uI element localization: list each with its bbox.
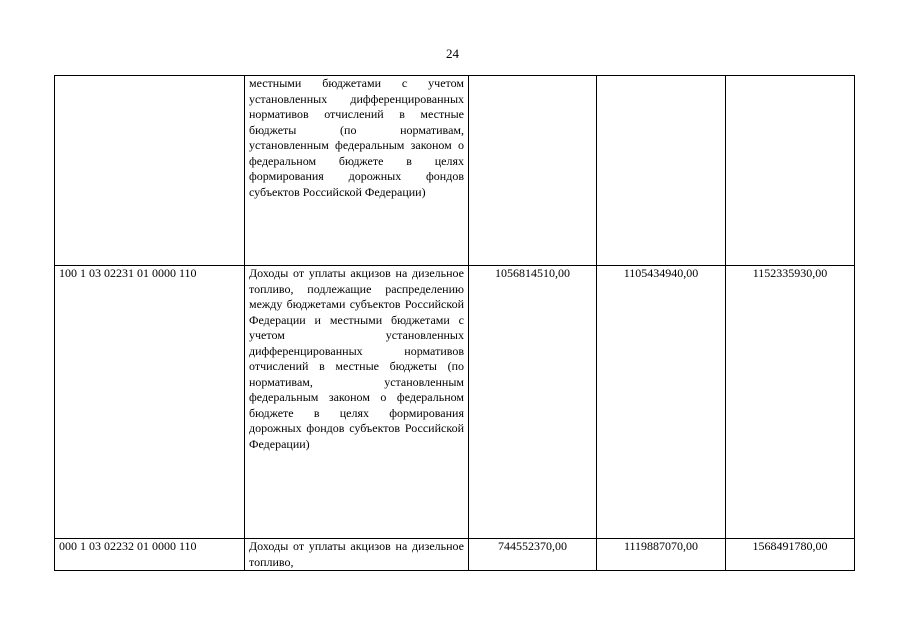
classification-code-cell: 100 1 03 02231 01 0000 110 <box>55 266 245 539</box>
classification-code-cell: 000 1 03 02232 01 0000 110 <box>55 539 245 571</box>
amount-year-3-cell <box>726 76 855 266</box>
amount-year-2-cell: 1119887070,00 <box>597 539 726 571</box>
amount-year-1-cell: 1056814510,00 <box>469 266 597 539</box>
revenue-table <box>54 75 855 571</box>
table-row <box>55 266 855 539</box>
table-row <box>55 76 855 266</box>
revenue-name-cell: Доходы от уплаты акцизов на дизельное топливо, <box>245 539 469 571</box>
page-number: 24 <box>446 46 459 61</box>
revenue-name-cell: местными бюджетами с учетом установленных дифференцированных нормативов отчислений в местные бюджеты (по нормативам, установленным федеральным законом о федеральном бюджете в целях формирования дорожных фондов субъектов Российской Федерации) <box>245 76 469 266</box>
classification-code-cell <box>55 76 245 266</box>
amount-year-3-cell: 1152335930,00 <box>726 266 855 539</box>
amount-year-1-cell: 744552370,00 <box>469 539 597 571</box>
amount-year-2-cell <box>597 76 726 266</box>
table-row <box>55 539 855 571</box>
amount-year-2-cell: 1105434940,00 <box>597 266 726 539</box>
amount-year-3-cell: 1568491780,00 <box>726 539 855 571</box>
revenue-name-cell: Доходы от уплаты акцизов на дизельное топливо, подлежащие распределению между бюджетами субъектов Российской Федерации и местными бюджетами с учетом установленных дифференцированных нормативов отчислений в местные бюджеты (по нормативам, установленным федеральным законом о федеральном бюджете в целях формирования дорожных фондов субъектов Российской Федерации) <box>245 266 469 539</box>
amount-year-1-cell <box>469 76 597 266</box>
